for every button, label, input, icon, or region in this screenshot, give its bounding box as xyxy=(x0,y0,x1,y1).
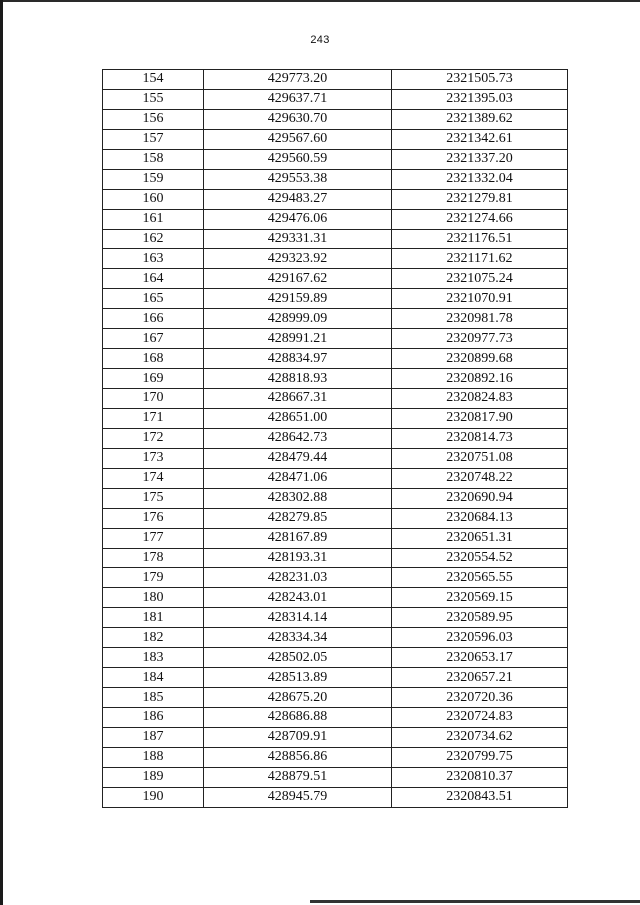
x-coordinate-cell: 428675.20 xyxy=(204,688,392,708)
x-coordinate-cell: 428999.09 xyxy=(204,309,392,329)
table-row xyxy=(103,269,568,289)
x-coordinate-cell: 428945.79 xyxy=(204,787,392,807)
y-coordinate-cell: 2320720.36 xyxy=(392,688,568,708)
table-row xyxy=(103,329,568,349)
y-coordinate-cell: 2320554.52 xyxy=(392,548,568,568)
point-number-cell: 172 xyxy=(103,428,204,448)
x-coordinate-cell: 428193.31 xyxy=(204,548,392,568)
table-row xyxy=(103,289,568,309)
table-row xyxy=(103,189,568,209)
page-number: 243 xyxy=(310,34,330,46)
point-number-cell: 188 xyxy=(103,747,204,767)
x-coordinate-cell: 429483.27 xyxy=(204,189,392,209)
y-coordinate-cell: 2320596.03 xyxy=(392,628,568,648)
table-row xyxy=(103,309,568,329)
x-coordinate-cell: 428709.91 xyxy=(204,727,392,747)
point-number-cell: 157 xyxy=(103,129,204,149)
point-number-cell: 171 xyxy=(103,408,204,428)
point-number-cell: 160 xyxy=(103,189,204,209)
table-row xyxy=(103,628,568,648)
table-row xyxy=(103,89,568,109)
table-row xyxy=(103,608,568,628)
y-coordinate-cell: 2320690.94 xyxy=(392,488,568,508)
x-coordinate-cell: 428513.89 xyxy=(204,668,392,688)
point-number-cell: 175 xyxy=(103,488,204,508)
point-number-cell: 187 xyxy=(103,727,204,747)
table-row xyxy=(103,209,568,229)
x-coordinate-cell: 429159.89 xyxy=(204,289,392,309)
point-number-cell: 158 xyxy=(103,149,204,169)
x-coordinate-cell: 429560.59 xyxy=(204,149,392,169)
table-row xyxy=(103,349,568,369)
y-coordinate-cell: 2320817.90 xyxy=(392,408,568,428)
scan-edge-bottom xyxy=(310,900,640,903)
y-coordinate-cell: 2320981.78 xyxy=(392,309,568,329)
table-row xyxy=(103,708,568,728)
x-coordinate-cell: 428991.21 xyxy=(204,329,392,349)
x-coordinate-cell: 429331.31 xyxy=(204,229,392,249)
x-coordinate-cell: 428879.51 xyxy=(204,767,392,787)
x-coordinate-cell: 428302.88 xyxy=(204,488,392,508)
table-row xyxy=(103,747,568,767)
y-coordinate-cell: 2320899.68 xyxy=(392,349,568,369)
y-coordinate-cell: 2321171.62 xyxy=(392,249,568,269)
x-coordinate-cell: 429167.62 xyxy=(204,269,392,289)
point-number-cell: 189 xyxy=(103,767,204,787)
y-coordinate-cell: 2320565.55 xyxy=(392,568,568,588)
point-number-cell: 180 xyxy=(103,588,204,608)
y-coordinate-cell: 2320751.08 xyxy=(392,448,568,468)
point-number-cell: 159 xyxy=(103,169,204,189)
x-coordinate-cell: 428651.00 xyxy=(204,408,392,428)
point-number-cell: 155 xyxy=(103,89,204,109)
point-number-cell: 178 xyxy=(103,548,204,568)
y-coordinate-cell: 2321389.62 xyxy=(392,109,568,129)
y-coordinate-cell: 2321070.91 xyxy=(392,289,568,309)
y-coordinate-cell: 2321279.81 xyxy=(392,189,568,209)
table-row xyxy=(103,448,568,468)
y-coordinate-cell: 2320589.95 xyxy=(392,608,568,628)
scan-edge-left xyxy=(0,0,3,905)
point-number-cell: 168 xyxy=(103,349,204,369)
y-coordinate-cell: 2320724.83 xyxy=(392,708,568,728)
y-coordinate-cell: 2320799.75 xyxy=(392,747,568,767)
point-number-cell: 173 xyxy=(103,448,204,468)
y-coordinate-cell: 2320748.22 xyxy=(392,468,568,488)
x-coordinate-cell: 429476.06 xyxy=(204,209,392,229)
point-number-cell: 185 xyxy=(103,688,204,708)
x-coordinate-cell: 428471.06 xyxy=(204,468,392,488)
table-row xyxy=(103,229,568,249)
point-number-cell: 162 xyxy=(103,229,204,249)
table-row xyxy=(103,648,568,668)
point-number-cell: 165 xyxy=(103,289,204,309)
y-coordinate-cell: 2320810.37 xyxy=(392,767,568,787)
y-coordinate-cell: 2321274.66 xyxy=(392,209,568,229)
y-coordinate-cell: 2320824.83 xyxy=(392,389,568,409)
table-row xyxy=(103,568,568,588)
point-number-cell: 154 xyxy=(103,70,204,90)
y-coordinate-cell: 2321342.61 xyxy=(392,129,568,149)
x-coordinate-cell: 428167.89 xyxy=(204,528,392,548)
table-row xyxy=(103,70,568,90)
x-coordinate-cell: 428479.44 xyxy=(204,448,392,468)
x-coordinate-cell: 428243.01 xyxy=(204,588,392,608)
x-coordinate-cell: 429553.38 xyxy=(204,169,392,189)
table-row xyxy=(103,588,568,608)
table-row xyxy=(103,508,568,528)
x-coordinate-cell: 429773.20 xyxy=(204,70,392,90)
table-row xyxy=(103,787,568,807)
table-row xyxy=(103,129,568,149)
point-number-cell: 177 xyxy=(103,528,204,548)
x-coordinate-cell: 428279.85 xyxy=(204,508,392,528)
table-row xyxy=(103,528,568,548)
table-row xyxy=(103,109,568,129)
y-coordinate-cell: 2321332.04 xyxy=(392,169,568,189)
point-number-cell: 184 xyxy=(103,668,204,688)
x-coordinate-cell: 428667.31 xyxy=(204,389,392,409)
point-number-cell: 176 xyxy=(103,508,204,528)
x-coordinate-cell: 428818.93 xyxy=(204,369,392,389)
x-coordinate-cell: 428314.14 xyxy=(204,608,392,628)
point-number-cell: 181 xyxy=(103,608,204,628)
point-number-cell: 161 xyxy=(103,209,204,229)
y-coordinate-cell: 2320684.13 xyxy=(392,508,568,528)
x-coordinate-cell: 428642.73 xyxy=(204,428,392,448)
point-number-cell: 190 xyxy=(103,787,204,807)
x-coordinate-cell: 429630.70 xyxy=(204,109,392,129)
point-number-cell: 163 xyxy=(103,249,204,269)
point-number-cell: 170 xyxy=(103,389,204,409)
table-row xyxy=(103,249,568,269)
y-coordinate-cell: 2321505.73 xyxy=(392,70,568,90)
x-coordinate-cell: 428686.88 xyxy=(204,708,392,728)
x-coordinate-cell: 428334.34 xyxy=(204,628,392,648)
point-number-cell: 183 xyxy=(103,648,204,668)
y-coordinate-cell: 2321337.20 xyxy=(392,149,568,169)
point-number-cell: 166 xyxy=(103,309,204,329)
y-coordinate-cell: 2321075.24 xyxy=(392,269,568,289)
y-coordinate-cell: 2320843.51 xyxy=(392,787,568,807)
point-number-cell: 167 xyxy=(103,329,204,349)
point-number-cell: 156 xyxy=(103,109,204,129)
table-row xyxy=(103,488,568,508)
table-row xyxy=(103,149,568,169)
y-coordinate-cell: 2320651.31 xyxy=(392,528,568,548)
y-coordinate-cell: 2321395.03 xyxy=(392,89,568,109)
point-number-cell: 182 xyxy=(103,628,204,648)
point-number-cell: 169 xyxy=(103,369,204,389)
y-coordinate-cell: 2320734.62 xyxy=(392,727,568,747)
table-body xyxy=(103,70,568,808)
x-coordinate-cell: 428231.03 xyxy=(204,568,392,588)
table-row xyxy=(103,428,568,448)
x-coordinate-cell: 429567.60 xyxy=(204,129,392,149)
table-row xyxy=(103,169,568,189)
table-row xyxy=(103,548,568,568)
point-number-cell: 164 xyxy=(103,269,204,289)
y-coordinate-cell: 2320653.17 xyxy=(392,648,568,668)
x-coordinate-cell: 428856.86 xyxy=(204,747,392,767)
scan-edge-top xyxy=(0,0,640,2)
table-row xyxy=(103,767,568,787)
y-coordinate-cell: 2320892.16 xyxy=(392,369,568,389)
table-row xyxy=(103,668,568,688)
x-coordinate-cell: 428502.05 xyxy=(204,648,392,668)
x-coordinate-cell: 428834.97 xyxy=(204,349,392,369)
x-coordinate-cell: 429323.92 xyxy=(204,249,392,269)
point-number-cell: 179 xyxy=(103,568,204,588)
y-coordinate-cell: 2320977.73 xyxy=(392,329,568,349)
y-coordinate-cell: 2321176.51 xyxy=(392,229,568,249)
x-coordinate-cell: 429637.71 xyxy=(204,89,392,109)
point-number-cell: 186 xyxy=(103,708,204,728)
y-coordinate-cell: 2320657.21 xyxy=(392,668,568,688)
y-coordinate-cell: 2320814.73 xyxy=(392,428,568,448)
table-row xyxy=(103,688,568,708)
coordinate-table xyxy=(102,69,568,808)
table-row xyxy=(103,408,568,428)
point-number-cell: 174 xyxy=(103,468,204,488)
table-row xyxy=(103,389,568,409)
table-row xyxy=(103,468,568,488)
table-row xyxy=(103,727,568,747)
y-coordinate-cell: 2320569.15 xyxy=(392,588,568,608)
table-row xyxy=(103,369,568,389)
